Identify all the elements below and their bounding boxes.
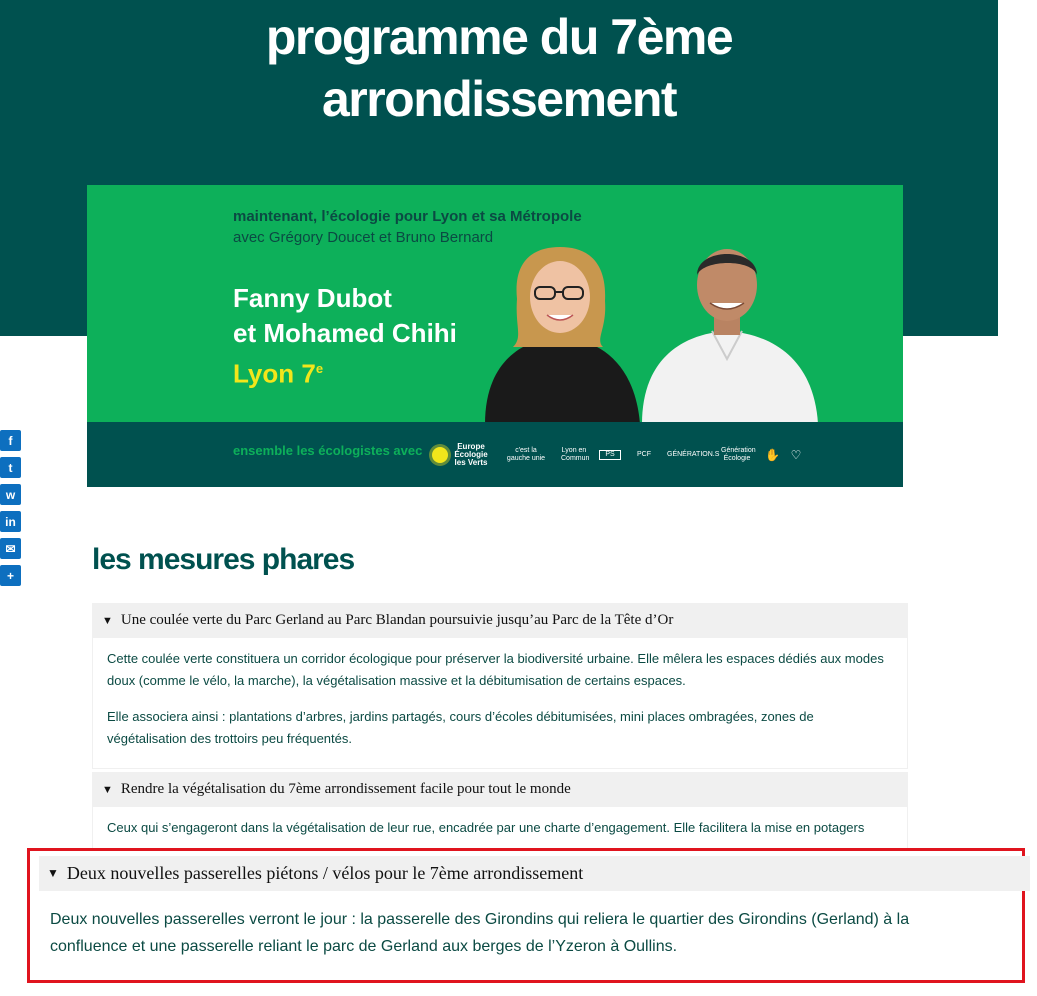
measure-title-2: Rendre la végétalisation du 7ème arrondissement facile pour tout le monde xyxy=(120,781,571,797)
heart-logo: ♡ xyxy=(790,448,802,462)
lyon-en-commun-logo: Lyon en Commun xyxy=(561,447,590,462)
measure-1-paragraph-2: Elle associera ainsi : plantations d’arbres, jardins partagés, cours d’écoles débitumisées, mini places ombragées, zones de végétalisation des trottoirs peu fréquentés. xyxy=(107,709,814,746)
candidate-line-2: et Mohamed Chihi xyxy=(233,318,457,348)
banner-footer xyxy=(87,422,903,487)
share-icon[interactable]: + xyxy=(0,565,21,586)
campaign-banner-image xyxy=(87,185,903,487)
pcf-logo: PCF xyxy=(637,451,651,458)
tagline-line-2: avec Grégory Doucet et Bruno Bernard xyxy=(233,229,494,246)
ps-logo: PS xyxy=(599,450,621,460)
tagline-line-1: maintenant, l’écologie pour Lyon et sa Métropole xyxy=(233,208,582,225)
linkedin-icon[interactable]: in xyxy=(0,511,21,532)
candidate-photo-fanny xyxy=(465,229,655,424)
page-title-line-2: arrondissement xyxy=(321,71,677,127)
measure-body-1 xyxy=(92,638,908,769)
sun-icon xyxy=(432,447,448,463)
measure-title-1: Une coulée verte du Parc Gerland au Parc Blandan poursuivie jusqu’au Parc de la Tête d’Or xyxy=(120,612,674,628)
triangle-down-icon: ▼ xyxy=(102,614,113,627)
hand-logo: ✋ xyxy=(765,448,780,462)
gauche-unie-logo: c'est la gauche unie xyxy=(506,447,546,462)
email-icon[interactable]: ✉ xyxy=(0,538,21,559)
triangle-down-icon: ▼ xyxy=(47,866,59,880)
facebook-icon[interactable]: f xyxy=(0,430,21,451)
candidate-line-1: Fanny Dubot xyxy=(233,283,392,313)
whatsapp-icon[interactable]: w xyxy=(0,484,21,505)
highlighted-measure-accordion xyxy=(27,848,1025,983)
partner-logos xyxy=(432,434,803,476)
measure-toggle-1[interactable] xyxy=(92,603,908,638)
measure-2-paragraph-1: Ceux qui s’engageront dans la végétalisation de leur rue, encadrée par une charte d’engagement. Elle facilitera la mise en potagers xyxy=(107,820,865,835)
page-title-line-1: programme du 7ème xyxy=(265,9,733,65)
candidate-names xyxy=(233,281,457,392)
twitter-icon[interactable]: t xyxy=(0,457,21,478)
measure-toggle-2[interactable] xyxy=(92,772,908,807)
measure-1-paragraph-1: Cette coulée verte constituera un corridor écologique pour préserver la biodiversité urbaine. Elle mêlera les espaces dédiés aux modes doux (comme le vélo, la marche), la végétalisation massive et la débitumisation de certains espaces. xyxy=(107,651,884,688)
measure-toggle-3[interactable] xyxy=(39,856,1030,891)
generation-ecologie-logo: Génération Écologie xyxy=(721,447,756,462)
social-share-bar xyxy=(0,430,21,592)
city-name: Lyon 7 xyxy=(233,358,316,389)
measure-3-paragraph-1: Deux nouvelles passerelles verront le jour : la passerelle des Girondins qui reliera le quartier des Girondins (Gerland) à la confluence et une passerelle reliant le parc de Gerland aux berges de l’Yzeron à Oullins. xyxy=(50,911,910,955)
measure-title-3: Deux nouvelles passerelles piétons / vélos pour le 7ème arrondissement xyxy=(66,863,584,883)
section-title: les mesures phares xyxy=(92,543,355,576)
eelv-logo xyxy=(432,443,491,467)
candidate-photo-mohamed xyxy=(632,229,822,424)
page-title xyxy=(0,6,998,130)
measure-accordion-1 xyxy=(92,603,908,769)
generations-logo: GÉNÉRATION.S xyxy=(667,451,720,458)
city-label xyxy=(233,351,457,392)
city-superscript: e xyxy=(315,361,324,376)
measure-accordion-2 xyxy=(92,772,908,858)
eelv-logo-text: Europe Écologie les Verts xyxy=(454,442,488,467)
triangle-down-icon: ▼ xyxy=(102,783,113,796)
banner-footer-text: ensemble les écologistes avec xyxy=(233,443,423,458)
